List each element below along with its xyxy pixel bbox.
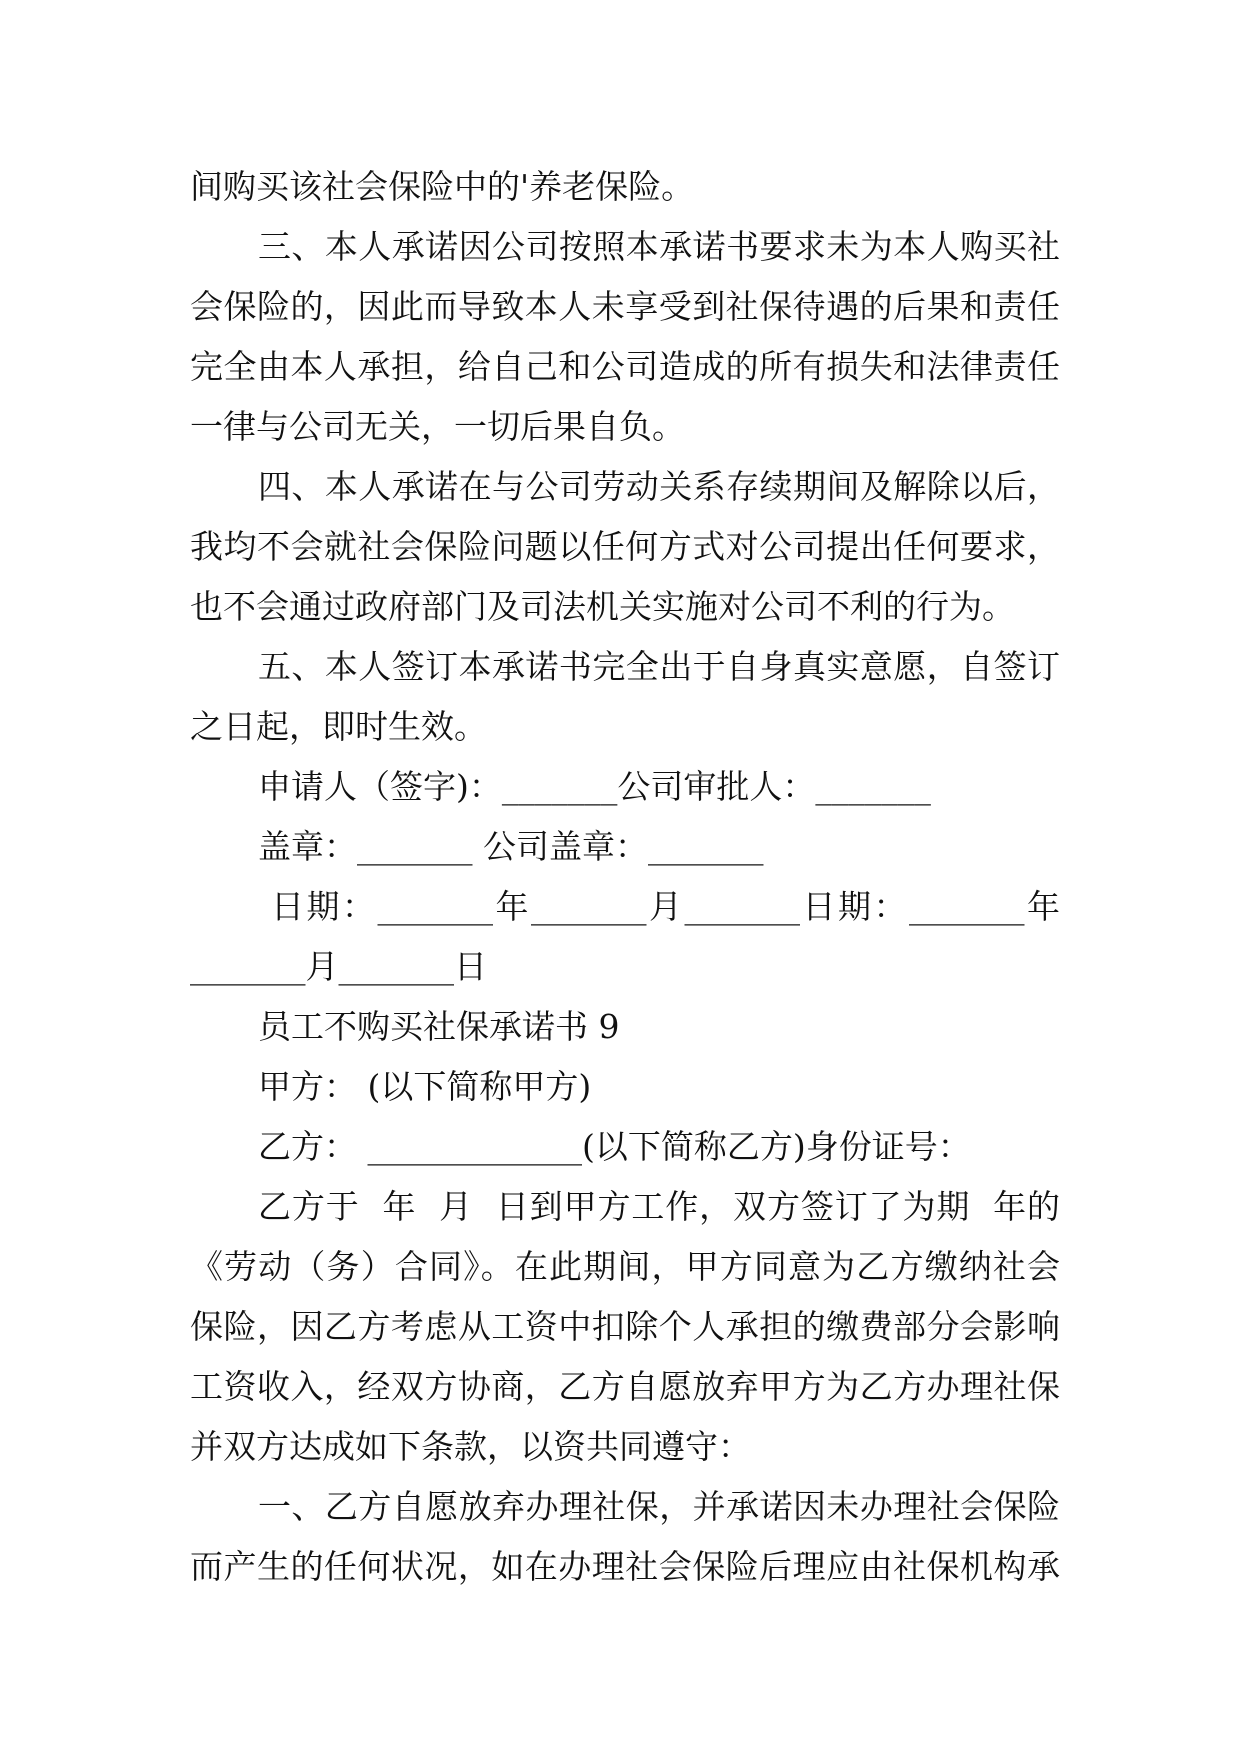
party-b-line: 乙方： _____________(以下简称乙方)身份证号： [258,1127,971,1166]
signature-line-applicant: 申请人（签字)：_______公司审批人：_______ [258,767,931,806]
text-line: 一、乙方自愿放弃办理社保，并承诺因未办理社会保险 [258,1487,1060,1526]
text-line: 乙方于 年 月 日到甲方工作，双方签订了为期 年的 [258,1187,1060,1226]
date-line: 日期：_______年_______月_______日期：_______年 [258,887,1060,926]
text-line: 并双方达成如下条款，以资共同遵守： [190,1427,751,1466]
text-line: 完全由本人承担，给自己和公司造成的所有损失和法律责任 [190,347,1060,386]
party-a-line: 甲方： (以下简称甲方) [258,1067,592,1106]
text-line: 会保险的，因此而导致本人未享受到社保待遇的后果和责任 [190,287,1060,326]
text-line: 一律与公司无关，一切后果自负。 [190,407,685,446]
text-line: 五、本人签订本承诺书完全出于自身真实意愿，自签订 [258,647,1060,686]
text-line: 工资收入，经双方协商，乙方自愿放弃甲方为乙方办理社保 [190,1367,1060,1406]
text-line: 《劳动（务）合同》。在此期间，甲方同意为乙方缴纳社会 [190,1247,1060,1286]
date-line-continued: _______月_______日 [190,947,487,986]
text-line: 保险，因乙方考虑从工资中扣除个人承担的缴费部分会影响 [190,1307,1060,1346]
text-line: 间购买该社会保险中的'养老保险。 [190,167,695,206]
text-line: 也不会通过政府部门及司法机关实施对公司不利的行为。 [190,587,1015,626]
signature-line-seal: 盖章：_______ 公司盖章：_______ [258,827,764,866]
text-line: 之日起，即时生效。 [190,707,487,746]
text-line: 四、本人承诺在与公司劳动关系存续期间及解除以后， [258,467,1060,506]
section-title: 员工不购买社保承诺书 9 [258,1007,620,1046]
text-line: 我均不会就社会保险问题以任何方式对公司提出任何要求， [190,527,1060,566]
text-line: 而产生的任何状况，如在办理社会保险后理应由社保机构承 [190,1547,1060,1586]
text-line: 三、本人承诺因公司按照本承诺书要求未为本人购买社 [258,227,1060,266]
